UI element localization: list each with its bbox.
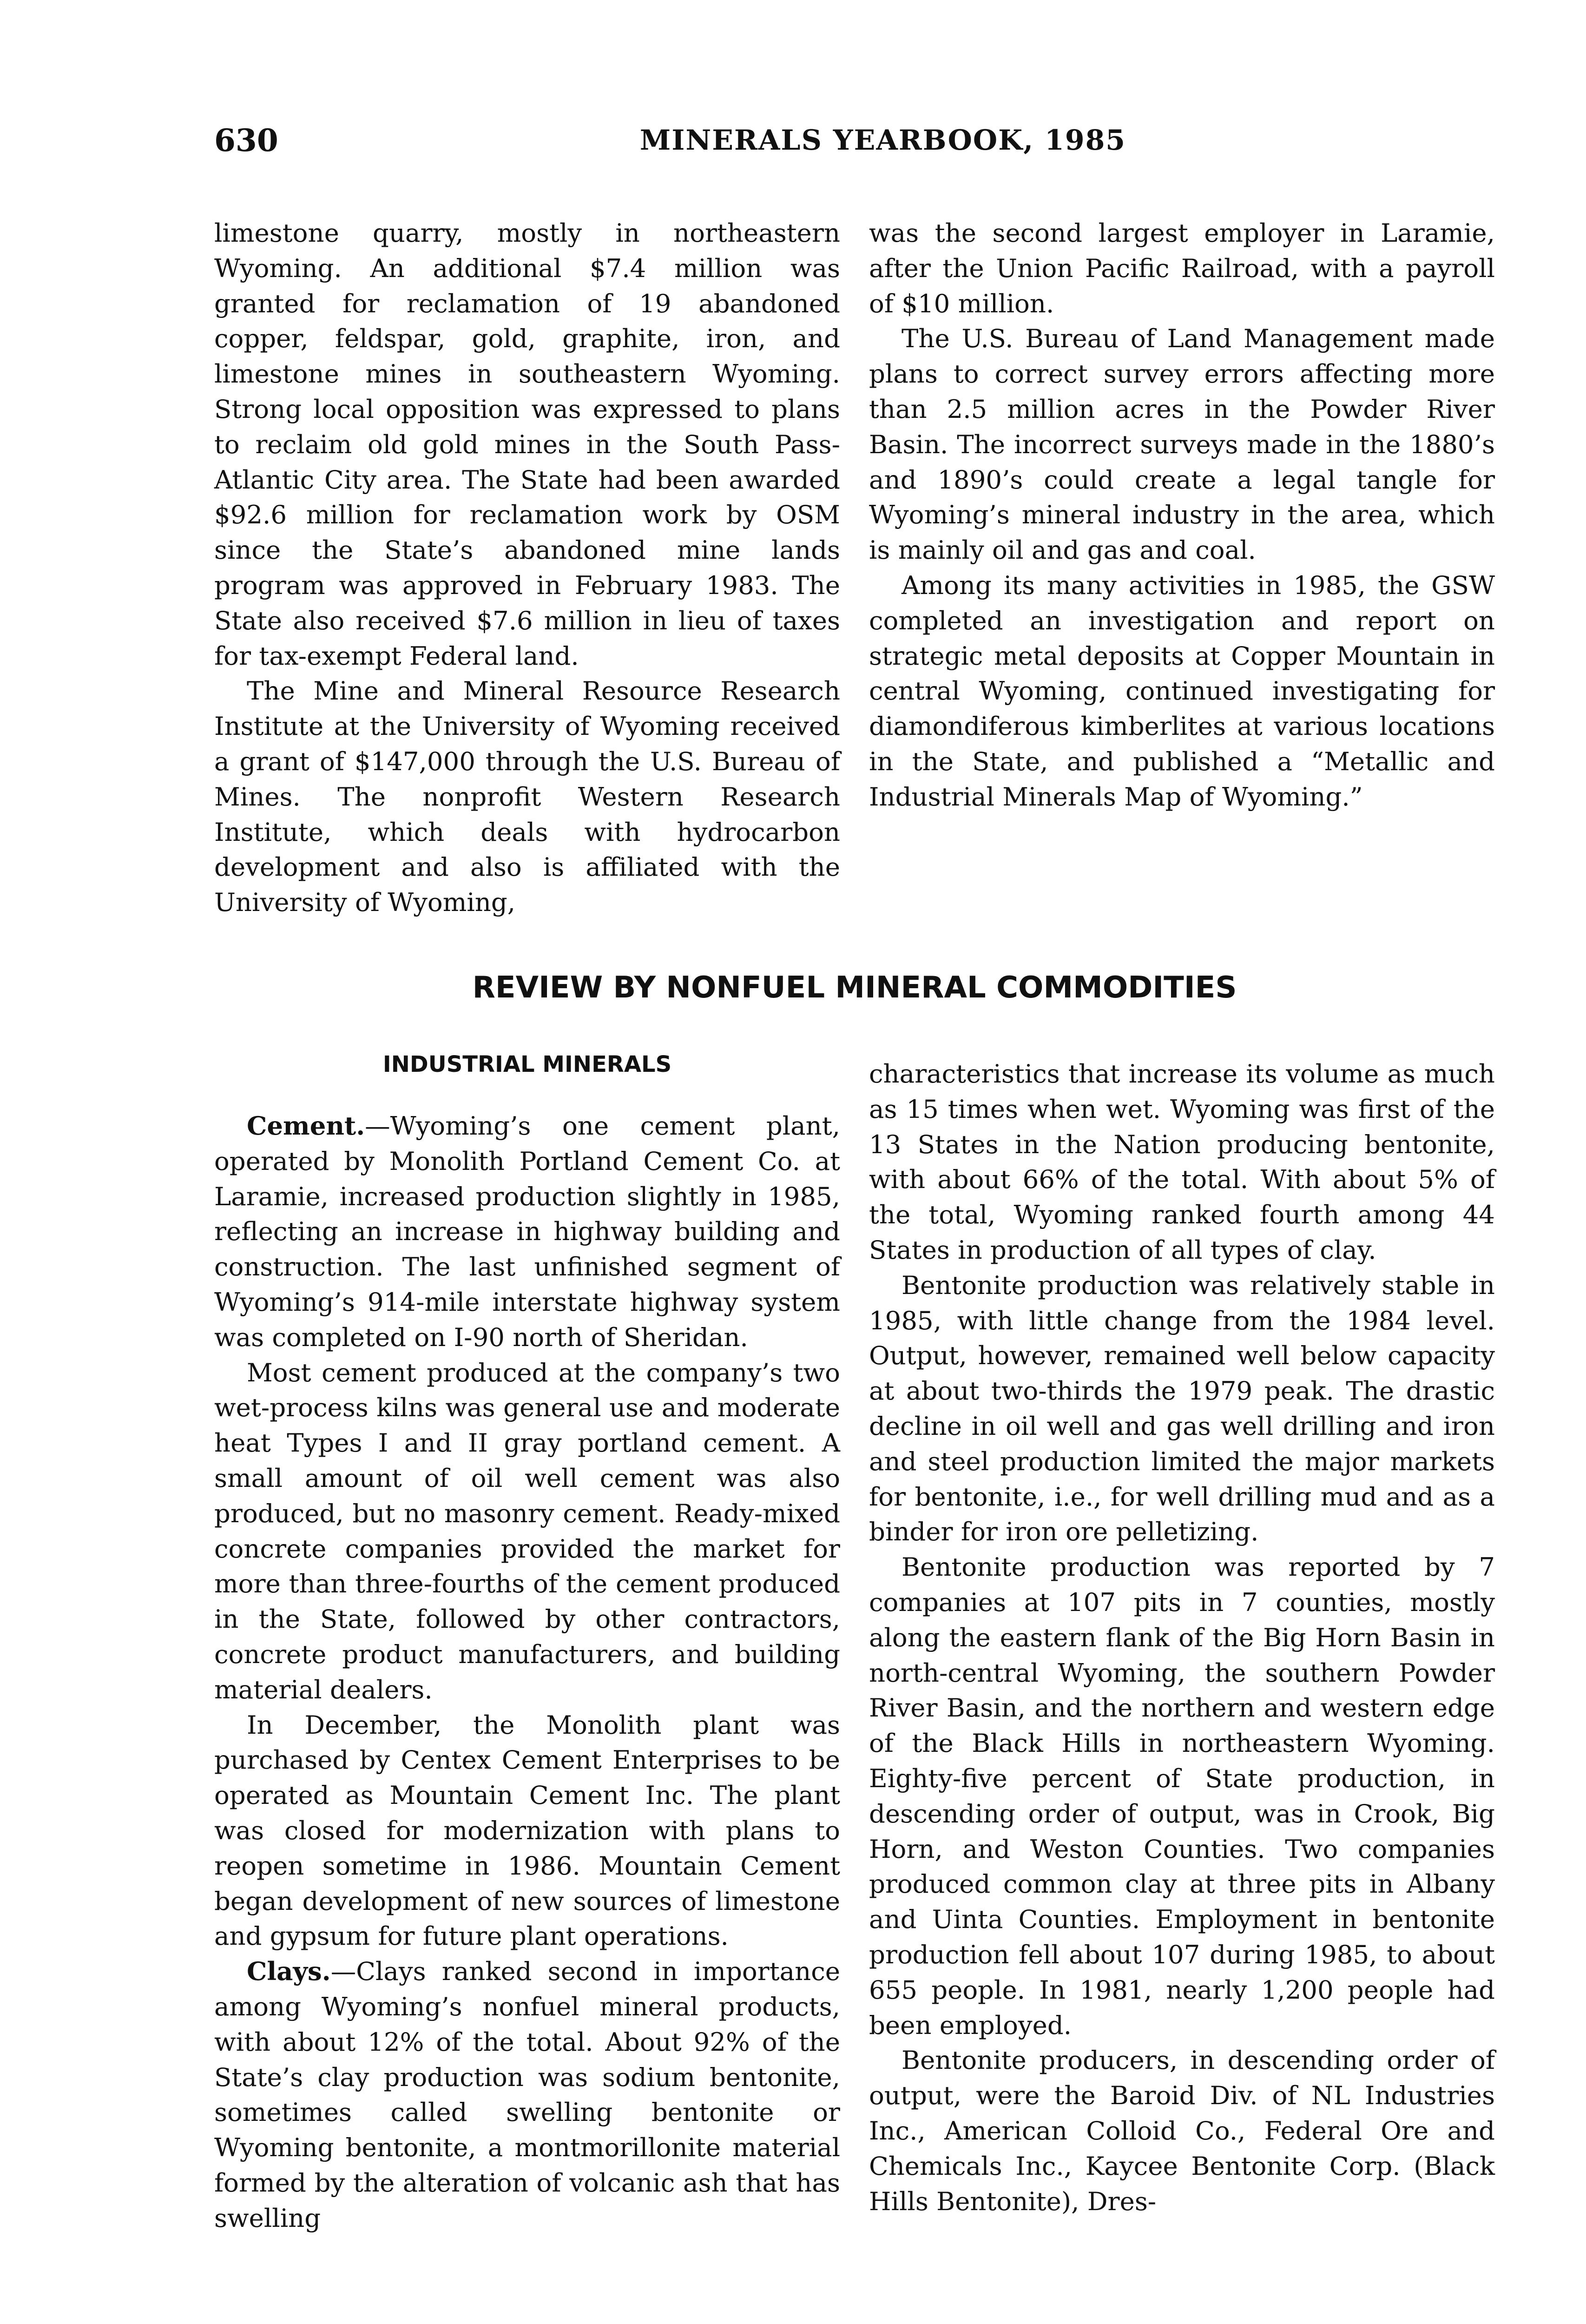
paragraph-research-institute: The Mine and Mineral Resource Research Institute at the University of Wyoming received a grant of $147,000 through the U.S. Bureau of Mines. The nonprofit Western Research Institute, which deals with hydrocarbon development and also is affiliated with the University of Wyoming, [214, 676, 840, 918]
cement-intro-text: —Wyoming’s one cement plant, operated by Monolith Portland Cement Co. at Laramie, increased production slightly in 1985, reflecting an increase in highway building and construction. The last unfinished segment of Wyoming’s 914-mile interstate highway system was completed on I-90 north of Sheridan. [214, 1111, 840, 1352]
subsection-title: INDUSTRIAL MINERALS [382, 1051, 672, 1077]
running-title: MINERALS YEARBOOK, 1985 [639, 124, 1126, 157]
page-number: 630 [214, 122, 278, 158]
paragraph-reclamation-grants: limestone quarry, mostly in northeastern Wyoming. An additional $7.4 million was granted for reclamation of 19 abandoned copper, feldspar, gold, graphite, iron, and limestone mines in southeastern Wyoming. Strong local opposition was expressed to plans to reclaim old gold mines in the South Pass-Atlantic City area. The State had been awarded $92.6 million for reclamation work by OSM since the State’s abandoned mine lands program was approved in February 1983. The State also received $7.6 million in lieu of taxes for tax-exempt Federal land. [214, 218, 840, 671]
cement-heading: Cement. [247, 1111, 365, 1141]
column-bottom-right [869, 1056, 1495, 2219]
paragraph-bentonite-characteristics: characteristics that increase its volume as much as 15 times when wet. Wyoming was first of the 13 States in the Nation producing bentonite, with about 66% of the total. With about 5% of the total, Wyoming ranked fourth among 44 States in production of all types of clay. [869, 1059, 1495, 1265]
clays-heading: Clays. [247, 1956, 331, 1987]
paragraph-cement-purchase: In December, the Monolith plant was purchased by Centex Cement Enterprises to be operated as Mountain Cement Inc. The plant was closed for modernization with plans to reopen sometime in 1986. Mountain Cement began development of new sources of limestone and gypsum for future plant operations. [214, 1710, 840, 1951]
paragraph-bentonite-producers: Bentonite producers, in descending order of output, were the Baroid Div. of NL Industries Inc., American Colloid Co., Federal Ore and Chemicals Inc., Kaycee Bentonite Corp. (Black Hills Bentonite), Dres- [869, 2045, 1495, 2216]
paragraph-cement-intro [214, 1109, 840, 1355]
column-top-right [869, 216, 1495, 815]
paragraph-bentonite-stability: Bentonite production was relatively stable in 1985, with little change from the 1984 level. Output, however, remained well below capacity at about two-thirds the 1979 peak. The drastic decline in oil well and gas well drilling and iron and steel production limited the major markets for bentonite, i.e., for well drilling mud and as a binder for iron ore pelletizing. [869, 1270, 1495, 1547]
section-title: REVIEW BY NONFUEL MINERAL COMMODITIES [472, 971, 1237, 1005]
column-top-left [214, 216, 840, 920]
paragraph-cement-production: Most cement produced at the company’s two wet-process kilns was general use and moderate heat Types I and II gray portland cement. A small amount of oil well cement was also produced, but no masonry cement. Ready-mixed concrete companies provided the market for more than three-fourths of the cement produced in the State, followed by other contractors, concrete product manufacturers, and building material dealers. [214, 1357, 840, 1704]
column-bottom-left [214, 1109, 840, 2236]
paragraph-bentonite-companies: Bentonite production was reported by 7 companies at 107 pits in 7 counties, mostly along the eastern flank of the Big Horn Basin in north-central Wyoming, the southern Powder River Basin, and the northern and western edge of the Black Hills in northeastern Wyoming. Eighty-five percent of State production, in descending order of output, was in Crook, Big Horn, and Weston Counties. Two companies produced common clay at three pits in Albany and Uinta Counties. Employment in bentonite production fell about 107 during 1985, to about 655 people. In 1981, nearly 1,200 people had been employed. [869, 1552, 1495, 2040]
paragraph-laramie-employer: was the second largest employer in Laramie, after the Union Pacific Railroad, with a payroll of $10 million. [869, 218, 1495, 318]
paragraph-clays-intro [214, 1954, 840, 2236]
page-header [214, 122, 1552, 159]
clays-intro-text: —Clays ranked second in importance among Wyoming’s nonfuel mineral products, with about 12% of the total. About 92% of the State’s clay production was sodium bentonite, sometimes called swelling bentonite or Wyoming bentonite, a montmorillonite material formed by the alteration of volcanic ash that has swelling [214, 1956, 840, 2233]
paragraph-gsw-activities: Among its many activities in 1985, the GSW completed an investigation and report on strategic metal deposits at Copper Mountain in central Wyoming, continued investigating for diamondiferous kimberlites at various locations in the State, and published a “Metallic and Industrial Minerals Map of Wyoming.” [869, 570, 1495, 812]
paragraph-land-management: The U.S. Bureau of Land Management made plans to correct survey errors affecting more than 2.5 million acres in the Powder River Basin. The incorrect surveys made in the 1880’s and 1890’s could create a legal tangle for Wyoming’s mineral industry in the area, which is mainly oil and gas and coal. [869, 324, 1495, 565]
